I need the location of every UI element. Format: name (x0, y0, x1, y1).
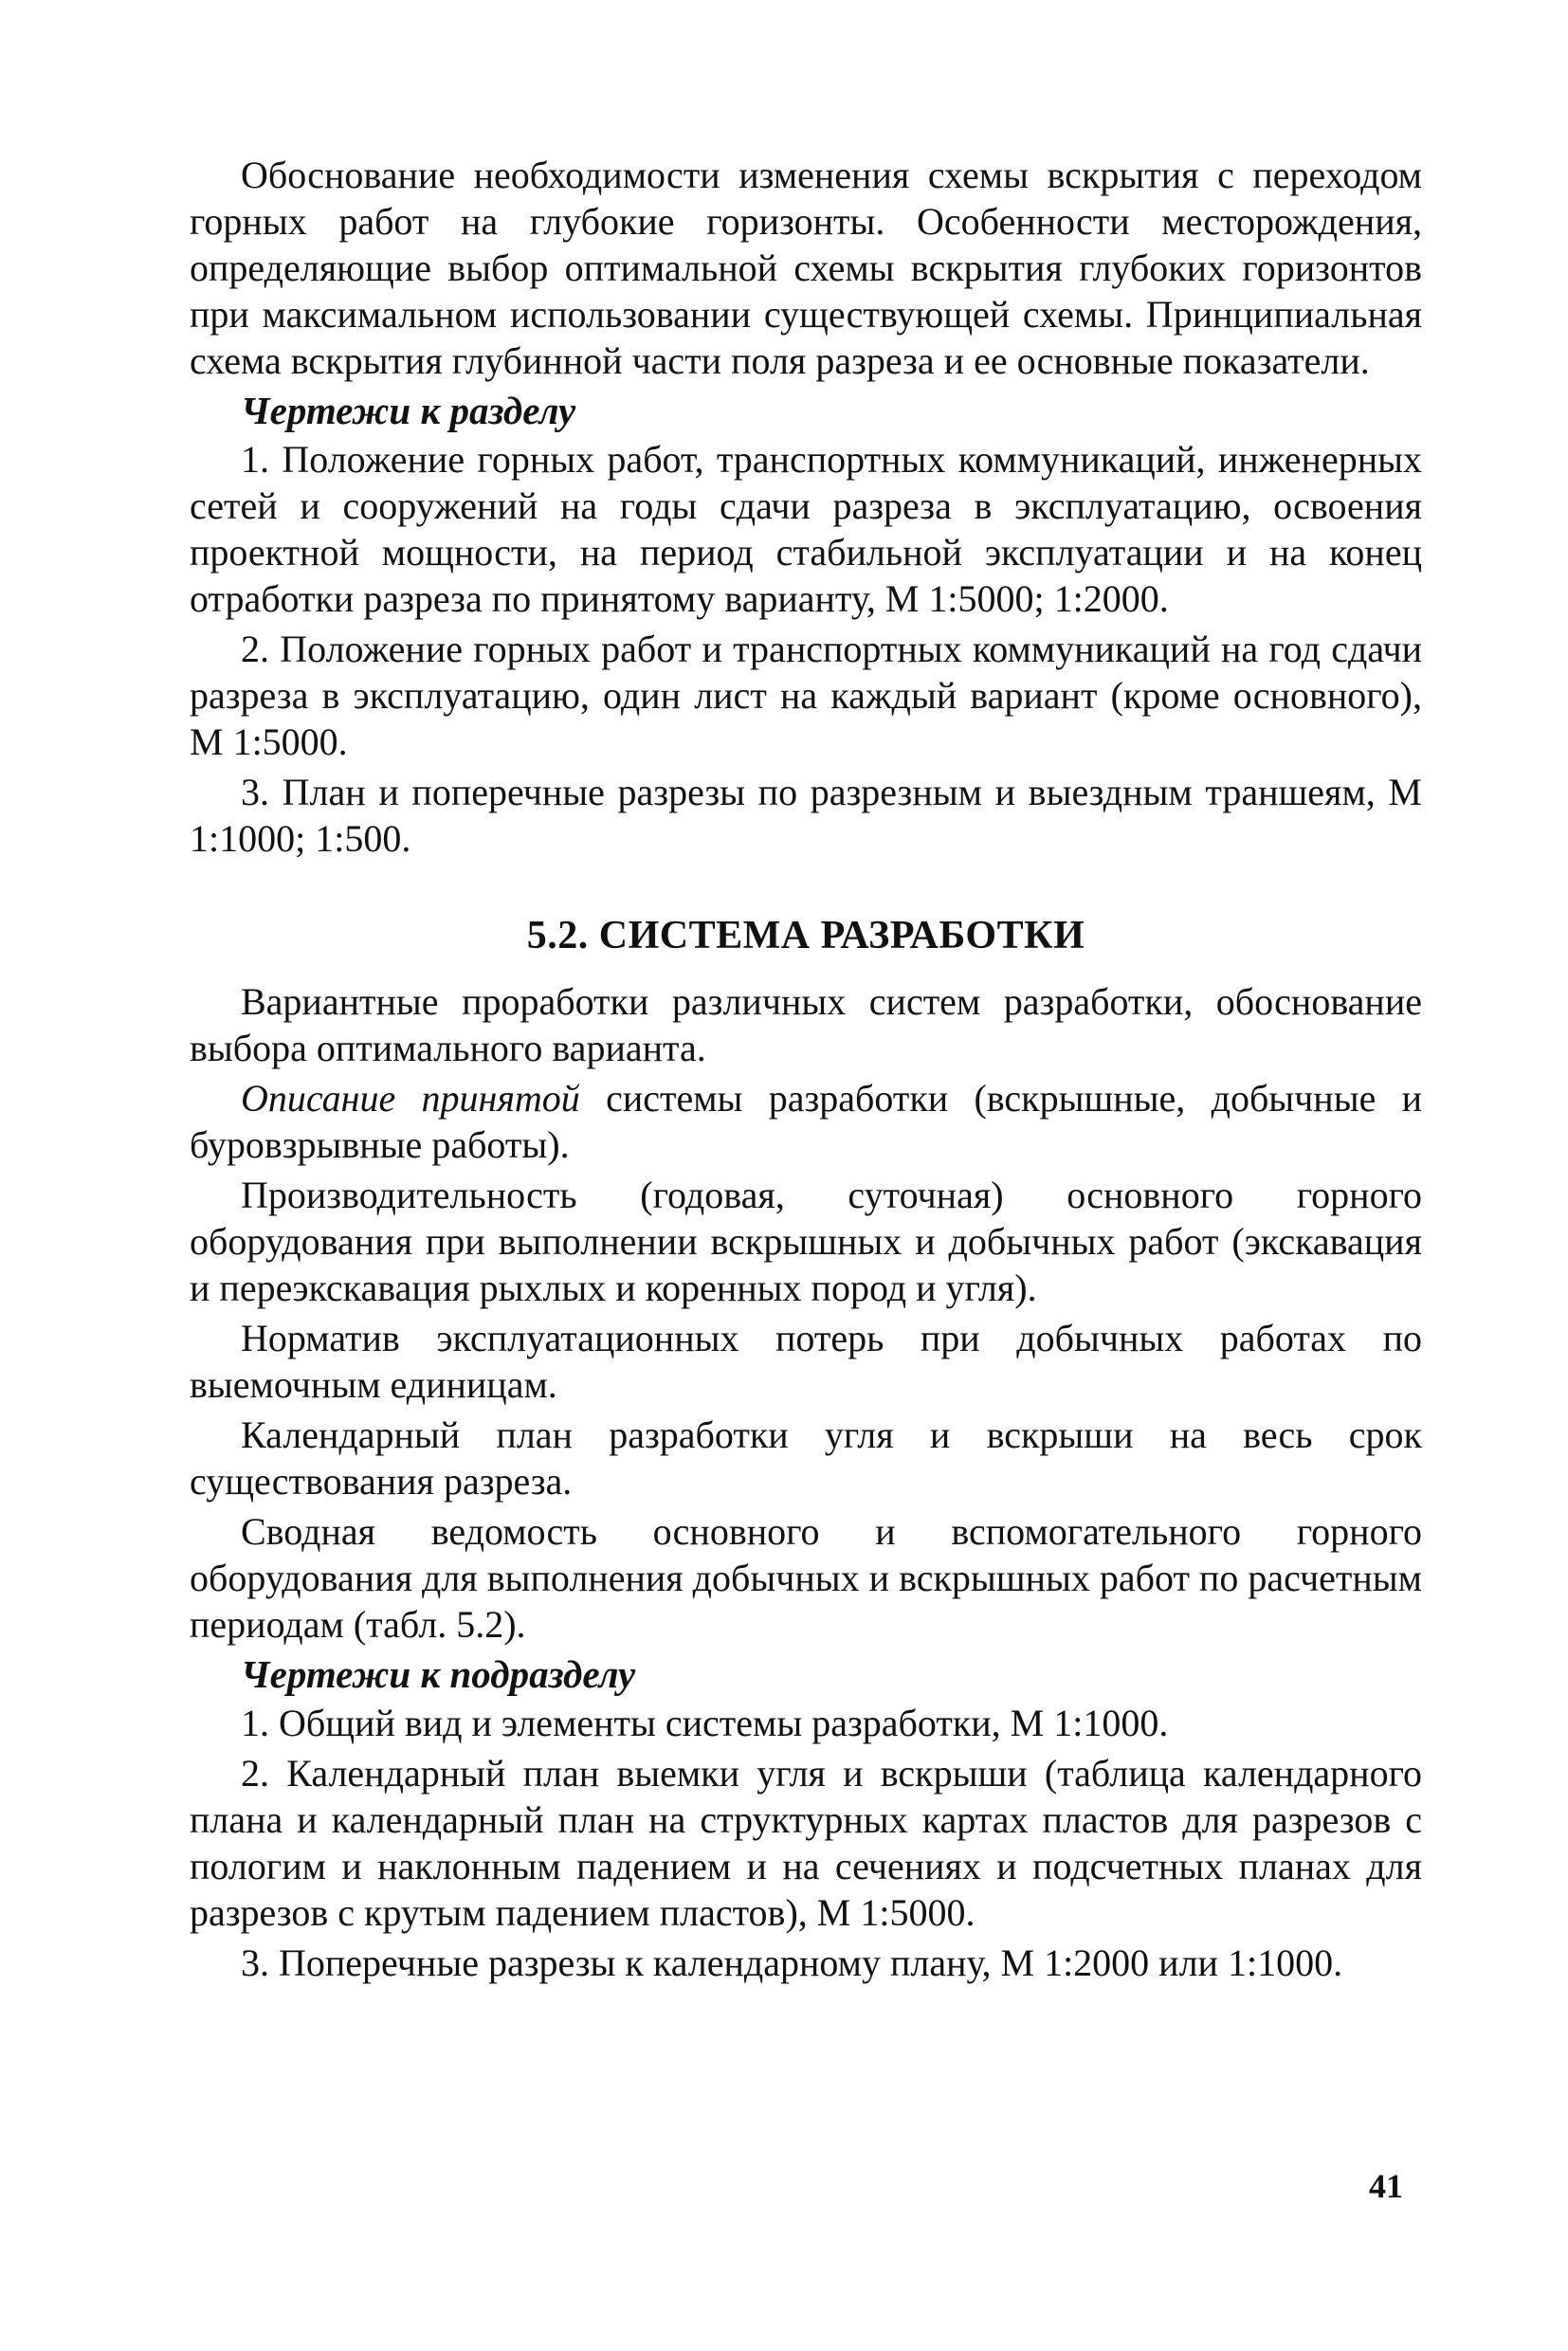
document-page (190, 152, 1422, 1986)
italic-lead: Описание принятой (241, 1077, 580, 1120)
drawing-item-1: 1. Положение горных работ, транспортных коммуникаций, инженерных сетей и сооружений на годы сдачи разреза в эксплуатацию, освоения проектной мощности, на период стабильной эксплуатации и на конец отработки разреза по принятому варианту, М 1:5000; 1:2000. (190, 438, 1422, 620)
drawings-heading-section: Чертежи к разделу (241, 389, 576, 432)
section-paragraph-variants: Вариантные проработки различных систем разработки, обоснование выбора оптимального варианта. (190, 980, 1422, 1069)
drawing-item-2: 2. Положение горных работ и транспортных коммуникаций на год сдачи разреза в эксплуатацию, один лист на каждый вариант (кроме основного), М 1:5000. (190, 628, 1422, 763)
section-paragraph-productivity: Производительность (годовая, суточная) основного горного оборудования при выполнении вскрышных и добычных работ (экскавация и переэкскавация рыхлых и коренных пород и угля). (190, 1174, 1422, 1309)
subsection-drawing-item-2: 2. Календарный план выемки угля и вскрыши (таблица календарного плана и календарный план на структурных картах пластов для разрезов с пологим и наклонным падением и на сечениях и подсчетных планах для разрезов с крутым падением пластов), М 1:5000. (190, 1752, 1422, 1934)
drawing-item-3: 3. План и поперечные разрезы по разрезным и выездным траншеям, М 1:1000; 1:500. (190, 771, 1422, 860)
section-paragraph-equipment: Сводная ведомость основного и вспомогательного горного оборудования для выполнения добычных и вскрышных работ по расчетным периодам (табл. 5.2). (190, 1510, 1422, 1646)
section-paragraph-description (190, 1075, 1422, 1168)
subsection-drawing-item-3: 3. Поперечные разрезы к календарному плану, М 1:2000 или 1:1000. (241, 1941, 1343, 1984)
section-title: 5.2. СИСТЕМА РАЗРАБОТКИ (526, 914, 1085, 957)
intro-paragraph: Обоснование необходимости изменения схемы вскрытия с переходом горных работ на глубокие горизонты. Особенности месторождения, определяющие выбор оптимальной схемы вскрытия глубоких горизонтов при максимальном использовании существующей схемы. Принципиальная схема вскрытия глубинной части поля разреза и ее основные показатели. (190, 154, 1422, 382)
section-paragraph-losses: Норматив эксплуатационных потерь при добычных работах по выемочным единицам. (190, 1317, 1422, 1406)
subsection-drawing-item-1: 1. Общий вид и элементы системы разработки, М 1:1000. (241, 1702, 1169, 1744)
drawings-heading-subsection: Чертежи к подразделу (241, 1652, 636, 1696)
description-rest: системы разработки (вскрышные, добычные и буровзрывные работы). (190, 1077, 1423, 1166)
section-paragraph-calendar: Календарный план разработки угля и вскрыши на весь срок существования разреза. (190, 1413, 1422, 1503)
page-number: 41 (1369, 2167, 1403, 2205)
